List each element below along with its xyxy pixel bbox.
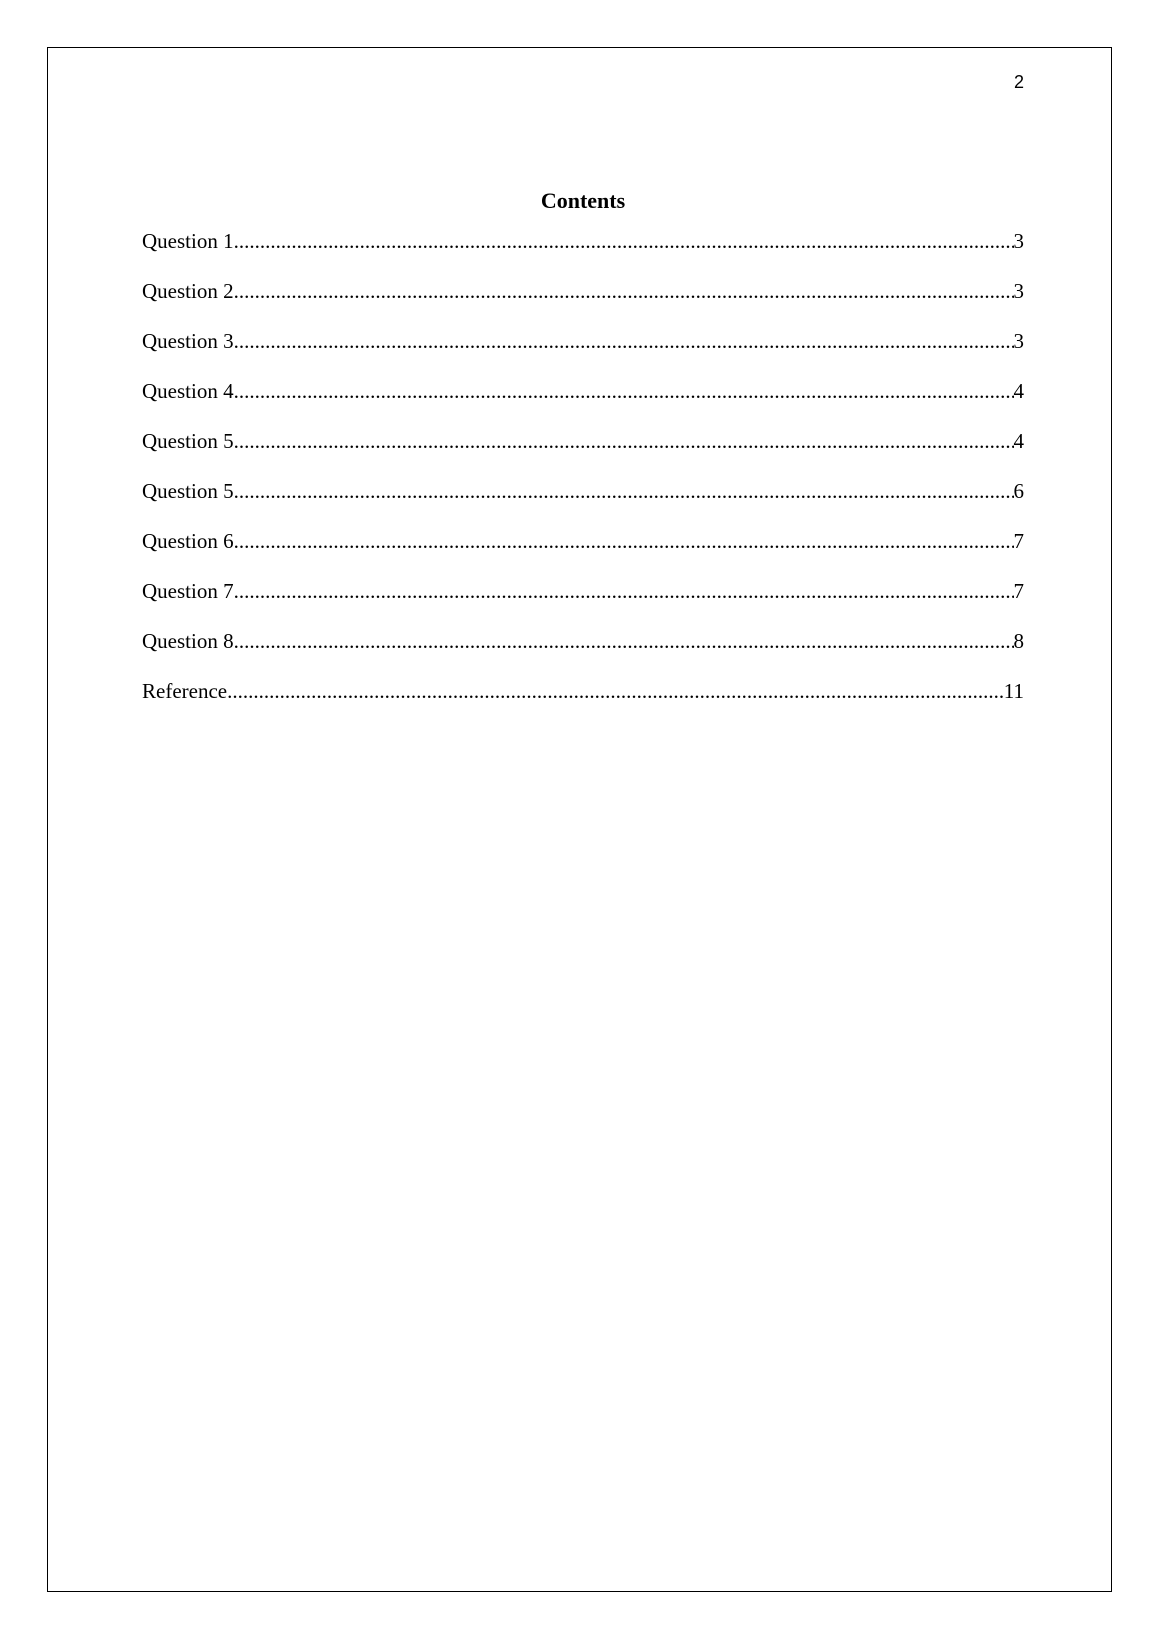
toc-dot-leader xyxy=(234,626,1014,656)
toc-entry-label: Reference xyxy=(142,679,228,703)
toc-dot-leader xyxy=(234,476,1014,506)
toc-entry-page: 4 xyxy=(1013,429,1024,453)
toc-entry-label: Question 5 xyxy=(142,429,234,453)
toc-dot-leader xyxy=(227,676,1004,706)
toc-entry-label: Question 1 xyxy=(142,229,234,253)
toc-entry-question-2[interactable] xyxy=(142,276,1024,326)
toc-entry-page: 8 xyxy=(1013,629,1024,653)
toc-entry-label: Question 2 xyxy=(142,279,234,303)
table-of-contents xyxy=(142,226,1024,726)
toc-entry-page: 11 xyxy=(1003,679,1024,703)
toc-entry-page: 3 xyxy=(1013,329,1024,353)
page-number: 2 xyxy=(1013,72,1024,92)
toc-entry-question-5-second[interactable] xyxy=(142,476,1024,526)
toc-entry-question-7[interactable] xyxy=(142,576,1024,626)
toc-entry-label: Question 5 xyxy=(142,479,234,503)
toc-entry-question-6[interactable] xyxy=(142,526,1024,576)
toc-entry-label: Question 4 xyxy=(142,379,234,403)
toc-dot-leader xyxy=(234,526,1014,556)
toc-dot-leader xyxy=(234,376,1014,406)
toc-dot-leader xyxy=(234,276,1014,306)
toc-entry-page: 3 xyxy=(1013,229,1024,253)
toc-entry-question-3[interactable] xyxy=(142,326,1024,376)
toc-entry-page: 7 xyxy=(1013,579,1024,603)
toc-dot-leader xyxy=(234,326,1014,356)
toc-entry-label: Question 3 xyxy=(142,329,234,353)
toc-entry-page: 6 xyxy=(1013,479,1024,503)
toc-dot-leader xyxy=(234,226,1014,256)
toc-entry-page: 4 xyxy=(1013,379,1024,403)
toc-dot-leader xyxy=(234,426,1014,456)
toc-dot-leader xyxy=(234,576,1014,606)
toc-entry-question-8[interactable] xyxy=(142,626,1024,676)
toc-entry-label: Question 7 xyxy=(142,579,234,603)
toc-entry-page: 3 xyxy=(1013,279,1024,303)
toc-entry-question-5[interactable] xyxy=(142,426,1024,476)
toc-heading: Contents xyxy=(540,188,626,213)
toc-entry-label: Question 6 xyxy=(142,529,234,553)
toc-entry-label: Question 8 xyxy=(142,629,234,653)
toc-entry-question-1[interactable] xyxy=(142,226,1024,276)
toc-entry-reference[interactable] xyxy=(142,676,1024,726)
toc-entry-page: 7 xyxy=(1013,529,1024,553)
toc-entry-question-4[interactable] xyxy=(142,376,1024,426)
